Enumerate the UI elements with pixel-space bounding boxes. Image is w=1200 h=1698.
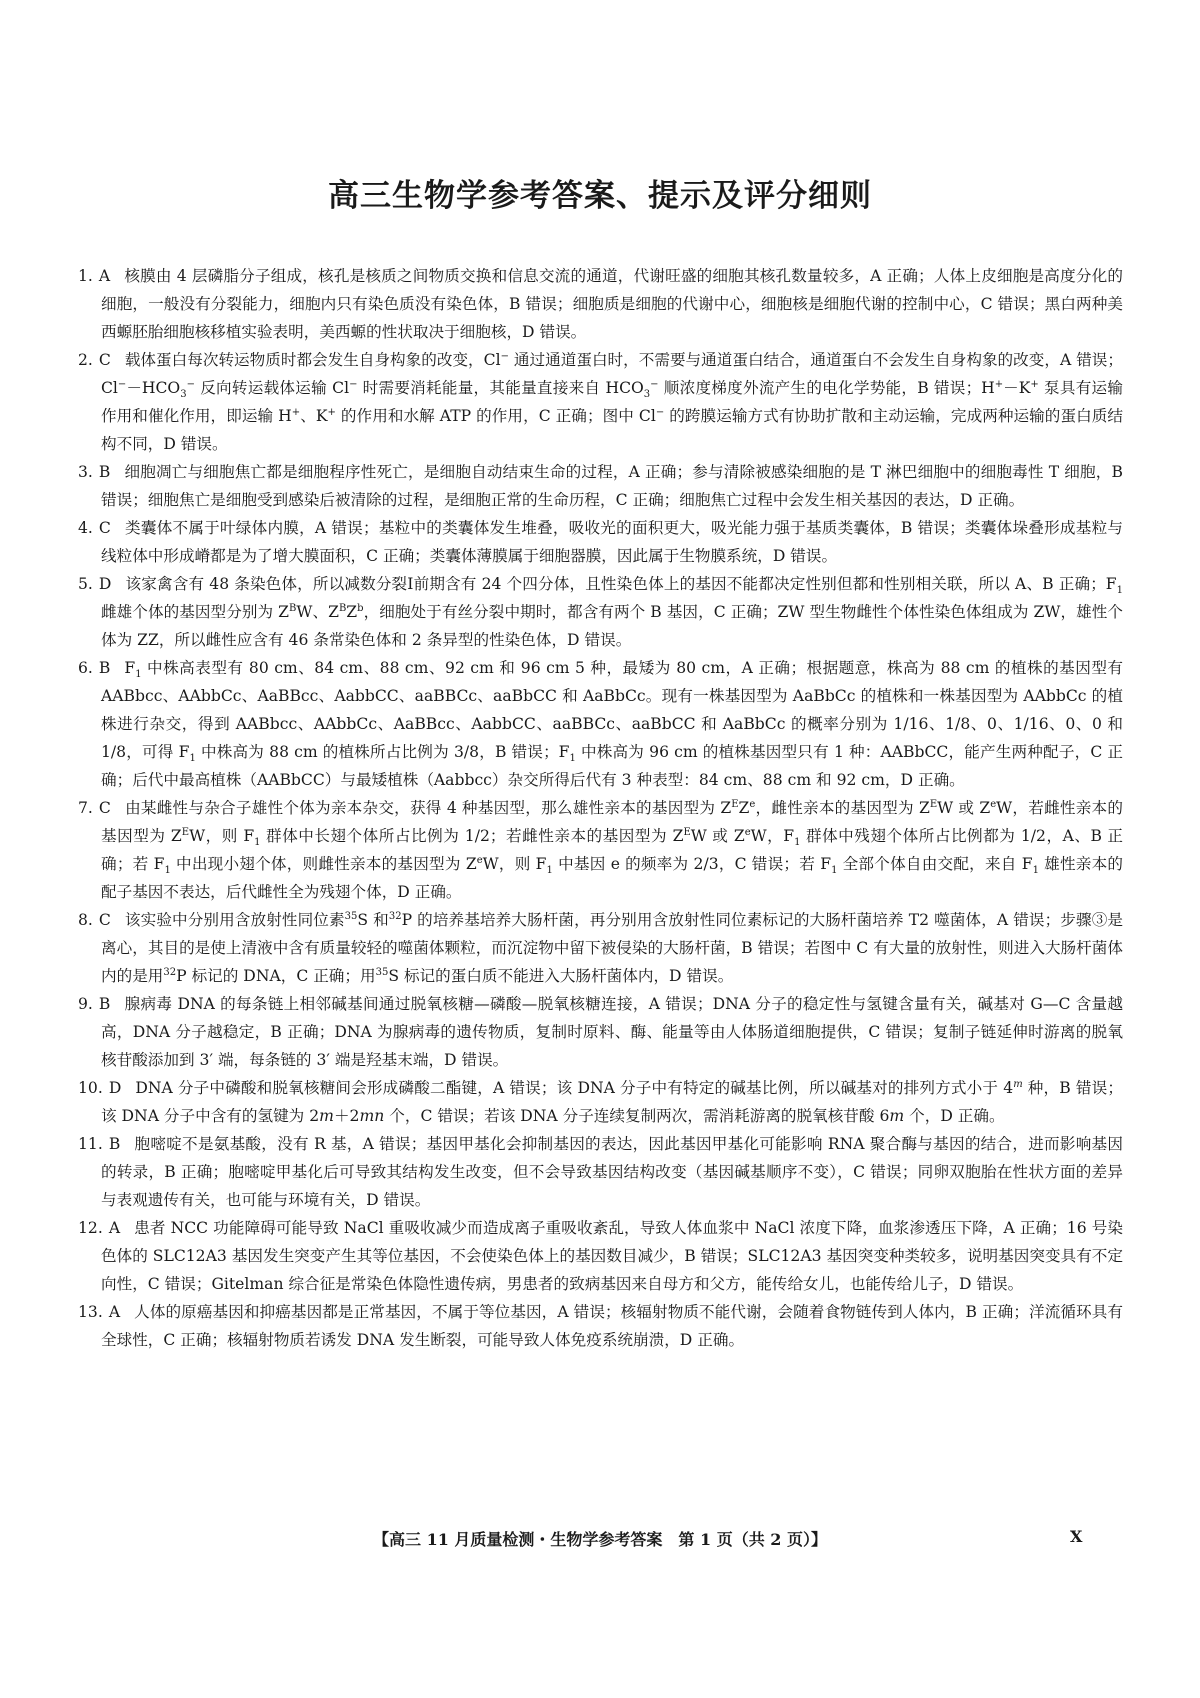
item-explanation: 腺病毒 DNA 的每条链上相邻碱基间通过脱氧核糖—磷酸—脱氧核糖连接，A 错误；DNA 分子的稳定性与氢键含量有关，碱基对 G—C 含量越高，DNA 分子越稳定，B 正确；DNA 为腺病毒的遗传物质，复制时原料、酶、能量等由人体肠道细胞提供，C 错误；复制子链延伸时游离的脱氧核苷酸添加到 3′ 端，每条链的 3′ 端是羟基末端，D 错误。 bbox=[101, 995, 1123, 1069]
page-footer: 【高三 11 月质量检测・生物学参考答案 第 1 页（共 2 页）】 bbox=[373, 1530, 827, 1549]
item-number: 11. bbox=[78, 1135, 103, 1153]
item-explanation: DNA 分子中磷酸和脱氧核糖间会形成磷酸二酯键，A 错误；该 DNA 分子中有特定的碱基比例，所以碱基对的排列方式小于 4$^m$ 种，B 错误；该 DNA 分子中含有的氢键为 2m＋2mn 个，C 错误；若该 DNA 分子连续复制两次，需消耗游离的脱氧核苷酸 6m 个，D 正确。 bbox=[101, 1078, 1123, 1125]
item-answer: A bbox=[98, 267, 111, 285]
item-answer: A bbox=[108, 1219, 121, 1237]
item-explanation: 由某雌性与杂合子雄性个体为亲本杂交，获得 4 种基因型，那么雄性亲本的基因型为 $Z^EZ^e$，雌性亲本的基因型为 $Z^EW$ 或 $Z^eW$，若雌性亲本的基因型为 $Z^EW$，则 $F_1$ 群体中长翅个体所占比例为 1/2；若雌性亲本的基因型为 $Z^EW$ 或 $Z^eW$，$F_1$ 群体中残翅个体所占比例都为 1/2，A、B 正确；若 $F_1$ 中出现小翅个体，则雌性亲本的基因型为 $Z^eW$，则 $F_1$ 中基因 e 的频率为 2/3，C 错误；若 $F_1$ 全部个体自由交配，来自 $F_1$ 雄性亲本的配子基因不表达，后代雌性全为残翅个体，D 正确。 bbox=[101, 798, 1124, 901]
item-explanation: 细胞凋亡与细胞焦亡都是细胞程序性死亡，是细胞自动结束生命的过程，A 正确；参与清除被感染细胞的是 T 淋巴细胞中的细胞毒性 T 细胞，B 错误；细胞焦亡是细胞受到感染后被清除的过程，是细胞正常的生命历程，C 正确；细胞焦亡过程中会发生相关基因的表达，D 正确。 bbox=[101, 463, 1123, 509]
item-number: 5. bbox=[78, 575, 93, 593]
item-explanation: 核膜由 4 层磷脂分子组成，核孔是核质之间物质交换和信息交流的通道，代谢旺盛的细胞其核孔数量较多，A 正确；人体上皮细胞是高度分化的细胞，一般没有分裂能力，细胞内只有染色质没有染色体，B 错误；细胞质是细胞的代谢中心，细胞核是细胞代谢的控制中心，C 错误；黑白两种美西螈胚胎细胞核移植实验表明，美西螈的性状取决于细胞核，D 错误。 bbox=[101, 267, 1123, 341]
item-answer: C bbox=[98, 519, 111, 537]
item-explanation: 人体的原癌基因和抑癌基因都是正常基因，不属于等位基因，A 错误；核辐射物质不能代谢，会随着食物链传到人体内，B 正确；洋流循环具有全球性，C 正确；核辐射物质若诱发 DNA 发生断裂，可能导致人体免疫系统崩溃，D 正确。 bbox=[101, 1303, 1123, 1349]
answer-item bbox=[78, 1214, 1123, 1298]
item-answer: B bbox=[108, 1135, 121, 1153]
item-answer: B bbox=[98, 463, 111, 481]
answer-item bbox=[78, 1130, 1123, 1214]
item-number: 1. bbox=[78, 267, 93, 285]
item-number: 2. bbox=[78, 351, 93, 369]
item-answer: D bbox=[98, 575, 112, 593]
page-title: 高三生物学参考答案、提示及评分细则 bbox=[328, 178, 872, 214]
item-answer: C bbox=[98, 911, 111, 929]
item-number: 4. bbox=[78, 519, 93, 537]
item-answer: C bbox=[98, 351, 111, 369]
answer-item bbox=[78, 1074, 1123, 1130]
answer-item bbox=[78, 570, 1123, 654]
answer-item bbox=[78, 794, 1123, 906]
item-number: 8. bbox=[78, 911, 93, 929]
item-number: 10. bbox=[78, 1079, 103, 1097]
item-explanation: $F_1$ 中株高表型有 80 cm、84 cm、88 cm、92 cm 和 96 cm 5 种，最矮为 80 cm，A 正确；根据题意，株高为 88 cm 的植株的基因型有 AABbcc、AAbbCc、AaBBcc、AabbCC、aaBBCc、aaBbCC 和 AaBbCc。现有一株基因型为 AaBbCc 的植株和一株基因型为 AAbbCc 的植株进行杂交，得到 AABbcc、AAbbCc、AaBBcc、AabbCC、aaBBCc、aaBbCC 和 AaBbCc 的概率分别为 1/16、1/8、0、1/16、0、0 和 1/8，可得 $F_1$ 中株高为 88 cm 的植株所占比例为 3/8，B 错误；$F_1$ 中株高为 96 cm 的植株基因型只有 1 种：AABbCC，能产生两种配子，C 正确；后代中最高植株（AABbCC）与最矮植株（Aabbcc）杂交所得后代有 3 种表型：84 cm、88 cm 和 92 cm，D 正确。 bbox=[101, 659, 1123, 789]
answer-item bbox=[78, 1298, 1123, 1354]
item-number: 13. bbox=[78, 1303, 103, 1321]
answer-item bbox=[78, 906, 1123, 990]
answer-item bbox=[78, 262, 1123, 346]
item-explanation: 胞嘧啶不是氨基酸，没有 R 基，A 错误；基因甲基化会抑制基因的表达，因此基因甲基化可能影响 RNA 聚合酶与基因的结合，进而影响基因的转录，B 正确；胞嘧啶甲基化后可导致其结构发生改变，但不会导致基因结构改变（基因碱基顺序不变），C 错误；同卵双胞胎在性状方面的差异与表观遗传有关，也可能与环境有关，D 错误。 bbox=[101, 1135, 1123, 1209]
item-number: 7. bbox=[78, 799, 93, 817]
item-number: 9. bbox=[78, 995, 93, 1013]
item-answer: D bbox=[108, 1079, 122, 1097]
item-explanation: 类囊体不属于叶绿体内膜，A 错误；基粒中的类囊体发生堆叠，吸收光的面积更大，吸光能力强于基质类囊体，B 错误；类囊体垛叠形成基粒与线粒体中形成嵴都是为了增大膜面积，C 正确；类囊体薄膜属于细胞器膜，因此属于生物膜系统，D 错误。 bbox=[101, 519, 1123, 565]
item-explanation: 载体蛋白每次转运物质时都会发生自身构象的改变，Cl− 通过通道蛋白时，不需要与通道蛋白结合，通道蛋白不会发生自身构象的改变，A 错误；$Cl^--HCO_3^-$ 反向转运载体运输 Cl− 时需要消耗能量，其能量直接来自 $HCO_3^-$ 顺浓度梯度外流产生的电化学势能，B 错误；H+－K+ 泵具有运输作用和催化作用，即运输 H+、K+ 的作用和水解 ATP 的作用，C 正确；图中 Cl− 的跨膜运输方式有协助扩散和主动运输，完成两种运输的蛋白质结构不同，D 错误。 bbox=[101, 350, 1123, 453]
item-number: 3. bbox=[78, 463, 93, 481]
item-answer: B bbox=[98, 659, 111, 677]
answer-item bbox=[78, 654, 1123, 794]
version-mark: X bbox=[1070, 1527, 1083, 1546]
answer-list bbox=[78, 262, 1123, 1354]
item-number: 6. bbox=[78, 659, 93, 677]
item-answer: A bbox=[108, 1303, 121, 1321]
item-explanation: 该家禽含有 48 条染色体，所以减数分裂Ⅰ前期含有 24 个四分体，且性染色体上的基因不能都决定性别但都和性别相关联，所以 A、B 正确；$F_1$ 雌雄个体的基因型分别为 $Z^BW$、$Z^BZ^b$，细胞处于有丝分裂中期时，都含有两个 B 基因，C 正确；ZW 型生物雌性个体性染色体组成为 ZW，雄性个体为 ZZ，所以雌性应含有 46 条常染色体和 2 条异型的性染色体，D 错误。 bbox=[101, 575, 1123, 649]
item-number: 12. bbox=[78, 1219, 103, 1237]
answer-item bbox=[78, 990, 1123, 1074]
item-answer: B bbox=[98, 995, 111, 1013]
item-explanation: 该实验中分别用含放射性同位素$^{35}$S 和$^{32}$P 的培养基培养大肠杆菌，再分别用含放射性同位素标记的大肠杆菌培养 T2 噬菌体，A 错误；步骤③是离心，其目的是使上清液中含有质量较轻的噬菌体颗粒，而沉淀物中留下被侵染的大肠杆菌，B 错误；若图中 C 有大量的放射性，则进入大肠杆菌体内的是用$^{32}$P 标记的 DNA，C 正确；用$^{35}$S 标记的蛋白质不能进入大肠杆菌体内，D 错误。 bbox=[101, 910, 1123, 985]
item-answer: C bbox=[98, 799, 111, 817]
item-explanation: 患者 NCC 功能障碍可能导致 NaCl 重吸收减少而造成离子重吸收紊乱，导致人体血浆中 NaCl 浓度下降，血浆渗透压下降，A 正确；16 号染色体的 SLC12A3 基因发生突变产生其等位基因，不会使染色体上的基因数目减少，B 错误；SLC12A3 基因突变种类较多，说明基因突变具有不定向性，C 错误；Gitelman 综合征是常染色体隐性遗传病，男患者的致病基因来自母方和父方，能传给女儿，也能传给儿子，D 错误。 bbox=[101, 1219, 1123, 1293]
answer-item bbox=[78, 346, 1123, 458]
answer-item bbox=[78, 514, 1123, 570]
answer-item bbox=[78, 458, 1123, 514]
